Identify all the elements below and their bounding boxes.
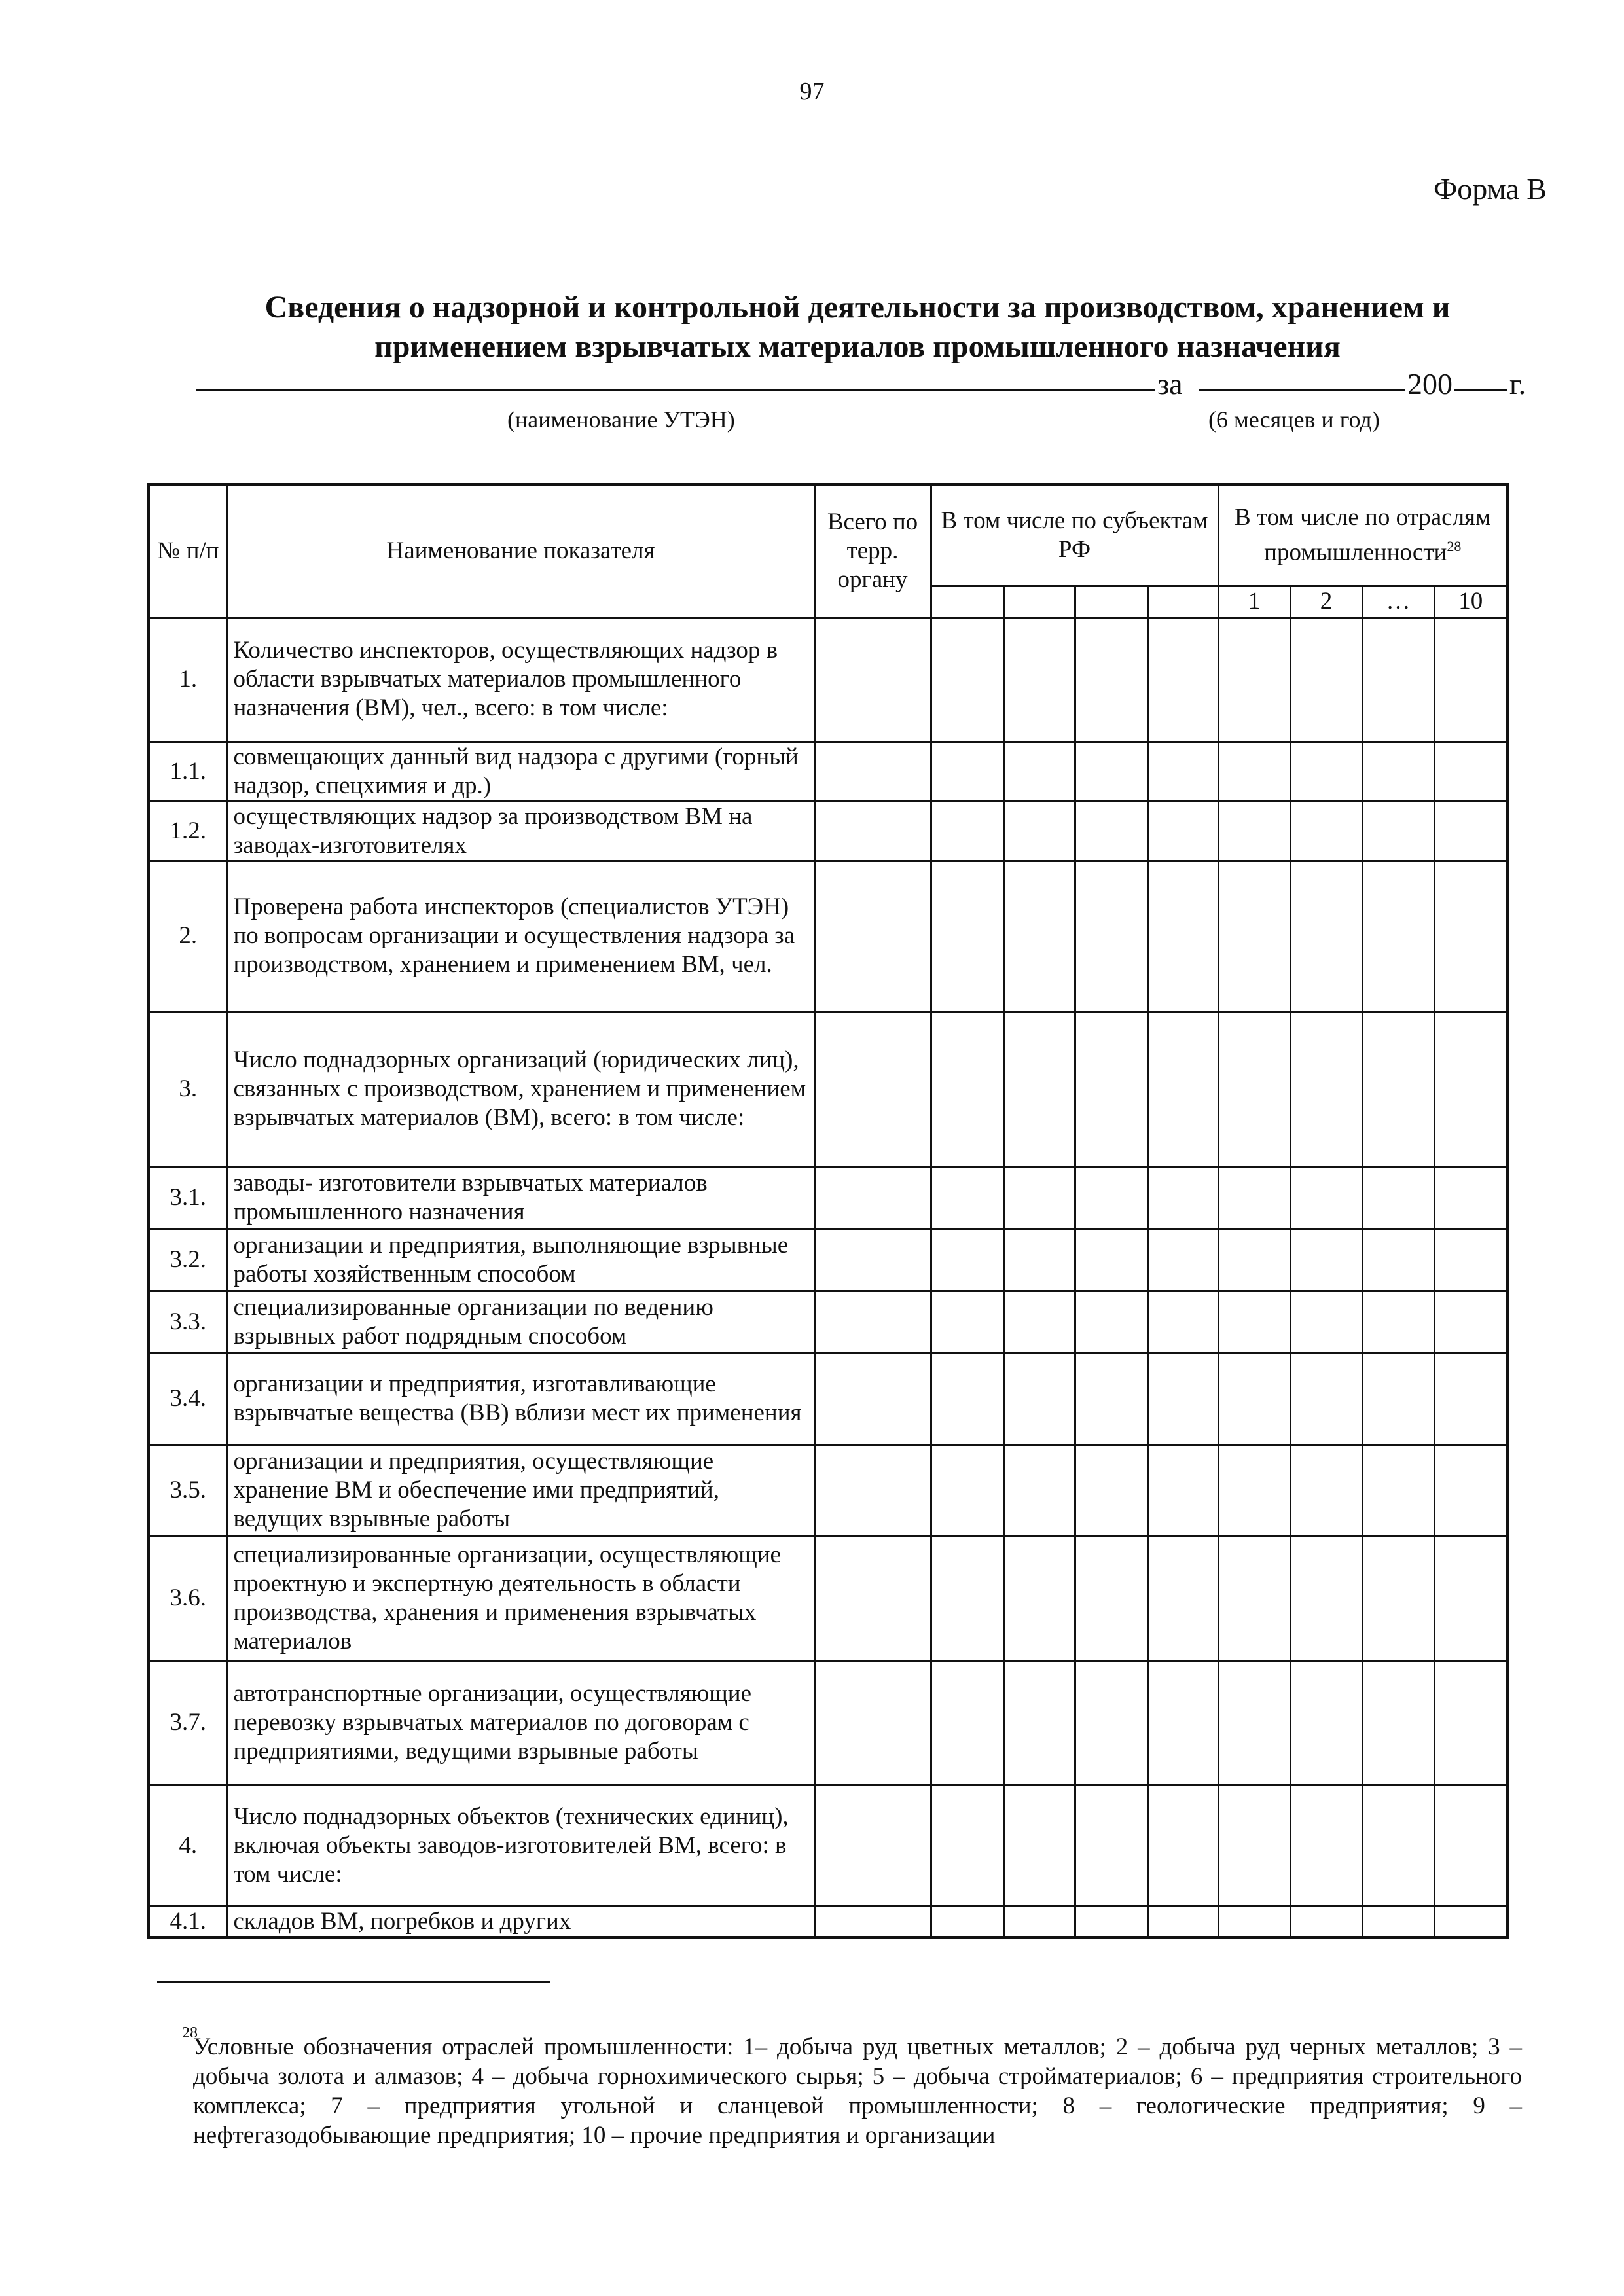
header-name: Наименование показателя: [227, 484, 814, 617]
table-row: [149, 1785, 1507, 1906]
data-cell[interactable]: [1148, 801, 1218, 861]
header-regions: В том числе по субъектам РФ: [931, 484, 1218, 586]
data-cell[interactable]: [1434, 1536, 1507, 1660]
data-cell[interactable]: [1218, 801, 1290, 861]
header-num: № п/п: [149, 484, 227, 617]
org-name-blank[interactable]: [196, 389, 1155, 391]
row-number: 4.: [149, 1785, 227, 1906]
data-cell[interactable]: [1218, 1353, 1290, 1444]
industry-col-1: 1: [1218, 586, 1290, 617]
data-cell[interactable]: [931, 801, 1004, 861]
data-cell[interactable]: [1148, 742, 1218, 801]
row-indicator-name: Количество инспекторов, осуществляющих надзор в области взрывчатых материалов промышленного назначения (ВМ), чел., всего: в том числе:: [227, 617, 814, 742]
data-cell[interactable]: [814, 1166, 931, 1229]
table-row: [149, 1166, 1507, 1229]
data-cell[interactable]: [1004, 1291, 1075, 1353]
row-indicator-name: Число поднадзорных организаций (юридических лиц), связанных с производством, хранением и применением взрывчатых материалов (ВМ), всего: в том числе:: [227, 1011, 814, 1166]
data-cell[interactable]: [1218, 1785, 1290, 1906]
data-cell[interactable]: [1434, 1166, 1507, 1229]
row-number: 3.1.: [149, 1166, 227, 1229]
data-cell[interactable]: [1218, 742, 1290, 801]
region-col[interactable]: [931, 586, 1004, 617]
page-number: 97: [799, 78, 825, 105]
data-cell[interactable]: [1075, 1229, 1148, 1291]
data-cell[interactable]: [931, 1011, 1004, 1166]
data-cell[interactable]: [1148, 1785, 1218, 1906]
data-cell[interactable]: [814, 861, 931, 1011]
table-row: [149, 742, 1507, 801]
data-cell[interactable]: [1075, 617, 1148, 742]
data-cell[interactable]: [1362, 1166, 1434, 1229]
year-suffix: г.: [1509, 367, 1526, 401]
data-cell[interactable]: [1075, 742, 1148, 801]
row-indicator-name: организации и предприятия, осуществляющие хранение ВМ и обеспечение ими предприятий, ведущих взрывные работы: [227, 1444, 814, 1536]
data-cell[interactable]: [814, 1536, 931, 1660]
data-cell[interactable]: [1434, 1229, 1507, 1291]
year-blank[interactable]: [1454, 389, 1507, 391]
data-cell[interactable]: [931, 1291, 1004, 1353]
document-title: [164, 288, 1551, 367]
table-row: [149, 801, 1507, 861]
row-indicator-name: организации и предприятия, выполняющие взрывные работы хозяйственным способом: [227, 1229, 814, 1291]
data-cell[interactable]: [1148, 861, 1218, 1011]
data-cell[interactable]: [931, 617, 1004, 742]
data-cell[interactable]: [1290, 742, 1362, 801]
data-cell[interactable]: [814, 1011, 931, 1166]
data-cell[interactable]: [1434, 1291, 1507, 1353]
row-number: 1.: [149, 617, 227, 742]
region-col[interactable]: [1148, 586, 1218, 617]
row-number: 3.5.: [149, 1444, 227, 1536]
data-cell[interactable]: [931, 742, 1004, 801]
data-cell[interactable]: [1218, 1444, 1290, 1536]
data-cell[interactable]: [1075, 1444, 1148, 1536]
data-cell[interactable]: [931, 861, 1004, 1011]
table-row: [149, 1291, 1507, 1353]
data-cell[interactable]: [1218, 1660, 1290, 1785]
data-cell[interactable]: [1004, 1906, 1075, 1937]
data-cell[interactable]: [1004, 1444, 1075, 1536]
data-cell[interactable]: [1148, 1011, 1218, 1166]
data-cell[interactable]: [931, 1166, 1004, 1229]
data-cell[interactable]: [814, 617, 931, 742]
data-cell[interactable]: [1434, 1906, 1507, 1937]
data-cell[interactable]: [1290, 1353, 1362, 1444]
data-cell[interactable]: [1290, 1536, 1362, 1660]
data-cell[interactable]: [1148, 1444, 1218, 1536]
data-cell[interactable]: [1362, 617, 1434, 742]
data-cell[interactable]: [1075, 1785, 1148, 1906]
data-cell[interactable]: [1075, 1166, 1148, 1229]
row-number: 3.: [149, 1011, 227, 1166]
data-cell[interactable]: [1218, 1229, 1290, 1291]
title-line-2: применением взрывчатых материалов промышленного назначения: [374, 329, 1341, 364]
data-cell[interactable]: [1362, 1906, 1434, 1937]
data-cell[interactable]: [1218, 1011, 1290, 1166]
row-indicator-name: осуществляющих надзор за производством ВМ на заводах-изготовителях: [227, 801, 814, 861]
data-cell[interactable]: [1148, 1660, 1218, 1785]
row-number: 3.4.: [149, 1353, 227, 1444]
row-indicator-name: специализированные организации по ведению взрывных работ подрядным способом: [227, 1291, 814, 1353]
header-industries-label: В том числе по отраслям промышленности: [1235, 504, 1491, 566]
row-indicator-name: автотранспортные организации, осуществляющие перевозку взрывчатых материалов по договорам с предприятиями, ведущими взрывные работы: [227, 1660, 814, 1785]
row-indicator-name: организации и предприятия, изготавливающие взрывчатые вещества (ВВ) вблизи мест их применения: [227, 1353, 814, 1444]
header-total: Всего по терр. органу: [814, 484, 931, 617]
region-col[interactable]: [1004, 586, 1075, 617]
row-indicator-name: Проверена работа инспекторов (специалистов УТЭН) по вопросам организации и осуществления надзора за производством, хранением и применением ВМ, чел.: [227, 861, 814, 1011]
footnote-ref: 28: [1447, 538, 1462, 555]
data-cell[interactable]: [1362, 1660, 1434, 1785]
data-cell[interactable]: [1434, 1011, 1507, 1166]
report-table: [147, 483, 1509, 1939]
data-cell[interactable]: [1290, 1444, 1362, 1536]
row-number: 1.2.: [149, 801, 227, 861]
data-cell[interactable]: [1075, 1011, 1148, 1166]
data-cell[interactable]: [814, 1660, 931, 1785]
data-cell[interactable]: [1290, 1291, 1362, 1353]
data-cell[interactable]: [931, 1660, 1004, 1785]
data-cell[interactable]: [1434, 861, 1507, 1011]
footnote-divider: [157, 1981, 550, 1983]
table-row: [149, 1906, 1507, 1937]
industry-col-ellipsis: …: [1362, 586, 1434, 617]
data-cell[interactable]: [1362, 1011, 1434, 1166]
data-cell[interactable]: [1004, 1166, 1075, 1229]
row-indicator-name: Число поднадзорных объектов (технических единиц), включая объекты заводов-изготовителей ВМ, всего: в том числе:: [227, 1785, 814, 1906]
row-indicator-name: заводы- изготовители взрывчатых материалов промышленного назначения: [227, 1166, 814, 1229]
data-cell[interactable]: [1290, 1906, 1362, 1937]
row-number: 3.7.: [149, 1660, 227, 1785]
data-cell[interactable]: [1004, 742, 1075, 801]
data-cell[interactable]: [1075, 1291, 1148, 1353]
data-cell[interactable]: [1075, 1660, 1148, 1785]
data-cell[interactable]: [1075, 1906, 1148, 1937]
data-cell[interactable]: [1148, 1291, 1218, 1353]
table-row: [149, 861, 1507, 1011]
row-number: 3.2.: [149, 1229, 227, 1291]
data-cell[interactable]: [1362, 1229, 1434, 1291]
data-cell[interactable]: [931, 1785, 1004, 1906]
data-cell[interactable]: [1290, 1011, 1362, 1166]
data-cell[interactable]: [1290, 861, 1362, 1011]
data-cell[interactable]: [1218, 861, 1290, 1011]
footnote-text: Условные обозначения отраслей промышленности: 1– добыча руд цветных металлов; 2 – добыча руд черных металлов; 3 – добыча золота и алмазов; 4 – добыча горнохимического сырья; 5 – добыча стройматериалов; 6 – предприятия строительного комплекса; 7 – предприятия угольной и сланцевой промышленности; 8 – геологические предприятия; 9 – нефтегазодобывающие предприятия; 10 – прочие предприятия и организации: [193, 2034, 1522, 2149]
data-cell[interactable]: [1148, 1536, 1218, 1660]
data-cell[interactable]: [1290, 1660, 1362, 1785]
data-cell[interactable]: [1362, 861, 1434, 1011]
data-cell[interactable]: [814, 1229, 931, 1291]
table-row: [149, 1353, 1507, 1444]
data-cell[interactable]: [931, 1444, 1004, 1536]
row-number: 3.6.: [149, 1536, 227, 1660]
data-cell[interactable]: [1290, 1166, 1362, 1229]
data-cell[interactable]: [1075, 801, 1148, 861]
data-cell[interactable]: [814, 1444, 931, 1536]
data-cell[interactable]: [1148, 1166, 1218, 1229]
data-cell[interactable]: [1218, 1906, 1290, 1937]
row-number: 3.3.: [149, 1291, 227, 1353]
data-cell[interactable]: [1434, 742, 1507, 801]
table-row: [149, 1444, 1507, 1536]
data-cell[interactable]: [1362, 742, 1434, 801]
table-row: [149, 1660, 1507, 1785]
title-line-1: Сведения о надзорной и контрольной деятельности за производством, хранением и: [264, 290, 1451, 325]
data-cell[interactable]: [814, 1291, 931, 1353]
data-cell[interactable]: [1434, 1444, 1507, 1536]
data-cell[interactable]: [814, 801, 931, 861]
data-cell[interactable]: [1148, 1229, 1218, 1291]
data-cell[interactable]: [1004, 1536, 1075, 1660]
data-cell[interactable]: [1362, 1785, 1434, 1906]
data-cell[interactable]: [931, 1229, 1004, 1291]
data-cell[interactable]: [814, 1785, 931, 1906]
data-cell[interactable]: [1004, 1785, 1075, 1906]
org-name-caption: (наименование УТЭН): [507, 406, 735, 433]
data-cell[interactable]: [1148, 617, 1218, 742]
data-cell[interactable]: [1004, 801, 1075, 861]
data-cell[interactable]: [1290, 617, 1362, 742]
row-indicator-name: совмещающих данный вид надзора с другими (горный надзор, спецхимия и др.): [227, 742, 814, 801]
data-cell[interactable]: [1004, 1660, 1075, 1785]
data-cell[interactable]: [1362, 1536, 1434, 1660]
row-indicator-name: складов ВМ, погребков и других: [227, 1906, 814, 1937]
table-row: [149, 1011, 1507, 1166]
industry-col-10: 10: [1434, 586, 1507, 617]
data-cell[interactable]: [931, 1353, 1004, 1444]
data-cell[interactable]: [1362, 1291, 1434, 1353]
data-cell[interactable]: [1362, 1444, 1434, 1536]
row-number: 1.1.: [149, 742, 227, 801]
data-cell[interactable]: [1218, 1536, 1290, 1660]
data-cell[interactable]: [1434, 1353, 1507, 1444]
data-cell[interactable]: [814, 1906, 931, 1937]
data-cell[interactable]: [1075, 1536, 1148, 1660]
form-label: Форма В: [1433, 172, 1547, 206]
data-cell[interactable]: [1362, 1353, 1434, 1444]
data-cell[interactable]: [1004, 617, 1075, 742]
data-cell[interactable]: [1004, 1229, 1075, 1291]
data-cell[interactable]: [1004, 1011, 1075, 1166]
data-cell[interactable]: [1290, 1785, 1362, 1906]
data-cell[interactable]: [1434, 1785, 1507, 1906]
row-indicator-name: специализированные организации, осуществляющие проектную и экспертную деятельность в области производства, хранения и применения взрывчатых материалов: [227, 1536, 814, 1660]
row-number: 4.1.: [149, 1906, 227, 1937]
period-caption: (6 месяцев и год): [1208, 406, 1380, 433]
data-cell[interactable]: [1218, 1291, 1290, 1353]
data-cell[interactable]: [1434, 617, 1507, 742]
data-cell[interactable]: [1075, 861, 1148, 1011]
data-cell[interactable]: [931, 1906, 1004, 1937]
data-cell[interactable]: [1218, 617, 1290, 742]
period-blank[interactable]: [1199, 389, 1405, 391]
data-cell[interactable]: [931, 1536, 1004, 1660]
year-prefix: 200: [1407, 367, 1453, 401]
data-cell[interactable]: [1290, 1229, 1362, 1291]
region-col[interactable]: [1075, 586, 1148, 617]
data-cell[interactable]: [1004, 861, 1075, 1011]
data-cell[interactable]: [1434, 1660, 1507, 1785]
table-row: [149, 1536, 1507, 1660]
table-row: [149, 617, 1507, 742]
period-za-label: за: [1157, 367, 1183, 401]
data-cell[interactable]: [1004, 1353, 1075, 1444]
data-cell[interactable]: [1148, 1906, 1218, 1937]
data-cell[interactable]: [1362, 801, 1434, 861]
row-number: 2.: [149, 861, 227, 1011]
header-industries: [1218, 484, 1507, 586]
data-cell[interactable]: [1148, 1353, 1218, 1444]
data-cell[interactable]: [1434, 801, 1507, 861]
footnote-mark: 28: [182, 2024, 198, 2041]
data-cell[interactable]: [1075, 1353, 1148, 1444]
table-row: [149, 1229, 1507, 1291]
header-row: [149, 484, 1507, 586]
data-cell[interactable]: [814, 742, 931, 801]
industry-col-2: 2: [1290, 586, 1362, 617]
data-cell[interactable]: [1290, 801, 1362, 861]
data-cell[interactable]: [1218, 1166, 1290, 1229]
data-cell[interactable]: [814, 1353, 931, 1444]
